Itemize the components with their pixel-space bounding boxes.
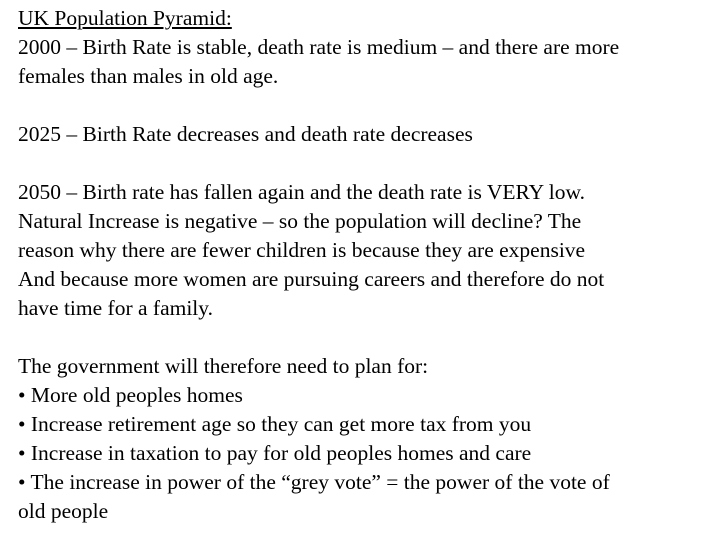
plan-item-old-peoples-homes: • More old peoples homes: [18, 383, 243, 407]
plan-item-grey-vote-continued: old people: [18, 499, 109, 523]
paragraph-2050-line-5: have time for a family.: [18, 296, 214, 320]
paragraph-spacer: [18, 323, 706, 352]
paragraph-2025-line-1: 2025 – Birth Rate decreases and death rate decreases: [18, 122, 473, 146]
paragraph-2050-line-4: And because more women are pursuing careers and therefore do not: [18, 267, 605, 291]
paragraph-2000-line-2: females than males in old age.: [18, 64, 279, 88]
government-plan: [18, 352, 706, 526]
paragraph-2050-line-1: 2050 – Birth rate has fallen again and the death rate is VERY low.: [18, 180, 586, 204]
paragraph-spacer: [18, 149, 706, 178]
paragraph-2000-line-1: 2000 – Birth Rate is stable, death rate is medium – and there are more: [18, 35, 620, 59]
paragraph-2050-line-2: Natural Increase is negative – so the population will decline? The: [18, 209, 582, 233]
paragraph-2050: [18, 178, 706, 323]
plan-item-taxation: • Increase in taxation to pay for old peoples homes and care: [18, 441, 532, 465]
plan-intro: The government will therefore need to plan for:: [18, 354, 429, 378]
paragraph-2050-line-3: reason why there are fewer children is because they are expensive: [18, 238, 586, 262]
plan-item-grey-vote: • The increase in power of the “grey vote” = the power of the vote of: [18, 470, 610, 494]
paragraph-spacer: [18, 91, 706, 120]
paragraph-2000: [18, 33, 706, 91]
paragraph-2025: [18, 120, 706, 149]
document-title: UK Population Pyramid:: [18, 6, 232, 30]
plan-item-retirement-age: • Increase retirement age so they can get more tax from you: [18, 412, 532, 436]
